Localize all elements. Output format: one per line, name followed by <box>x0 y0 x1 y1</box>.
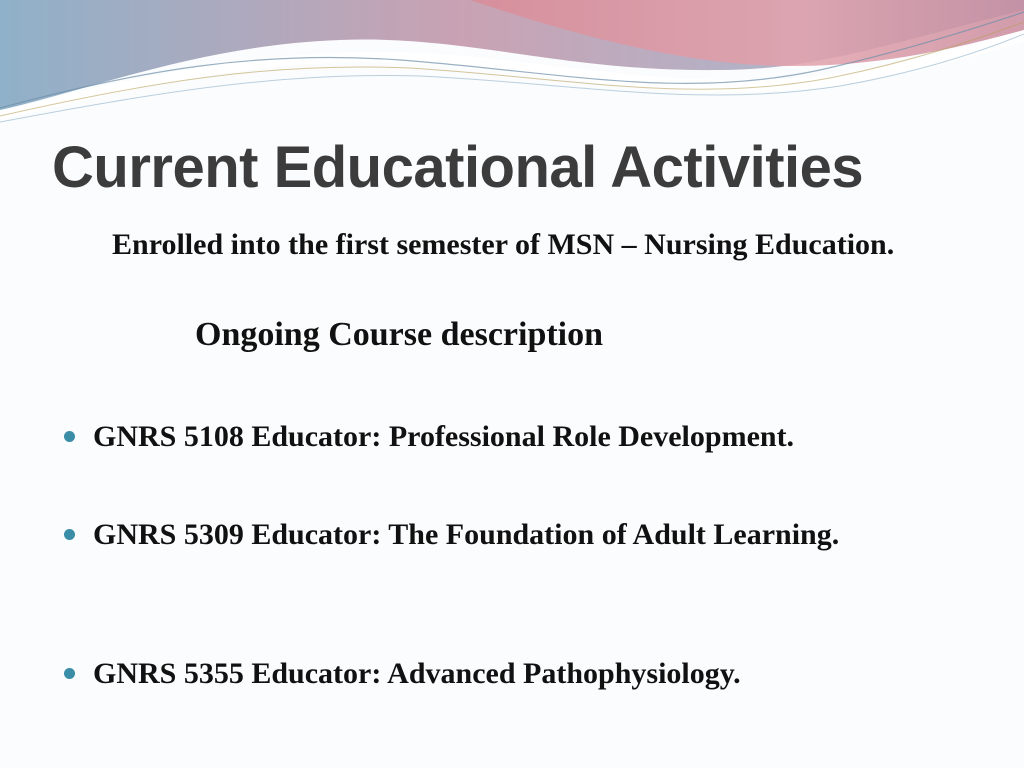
bullet-icon <box>64 668 75 679</box>
course-label: GNRS 5309 Educator: The Foundation of Adult Learning. <box>93 518 840 551</box>
bullet-icon <box>64 431 75 442</box>
decorative-wave-banner <box>0 0 1024 130</box>
bullet-icon <box>64 529 75 540</box>
course-label: GNRS 5355 Educator: Advanced Pathophysiology. <box>93 657 741 690</box>
slide-title: Current Educational Activities <box>52 135 864 200</box>
course-item <box>64 514 944 555</box>
course-section-heading: Ongoing Course description <box>195 316 604 353</box>
course-item <box>64 416 944 457</box>
enrollment-statement: Enrolled into the first semester of MSN – Nursing Education. <box>112 228 895 261</box>
course-item <box>64 653 944 694</box>
course-label: GNRS 5108 Educator: Professional Role Development. <box>93 420 795 453</box>
